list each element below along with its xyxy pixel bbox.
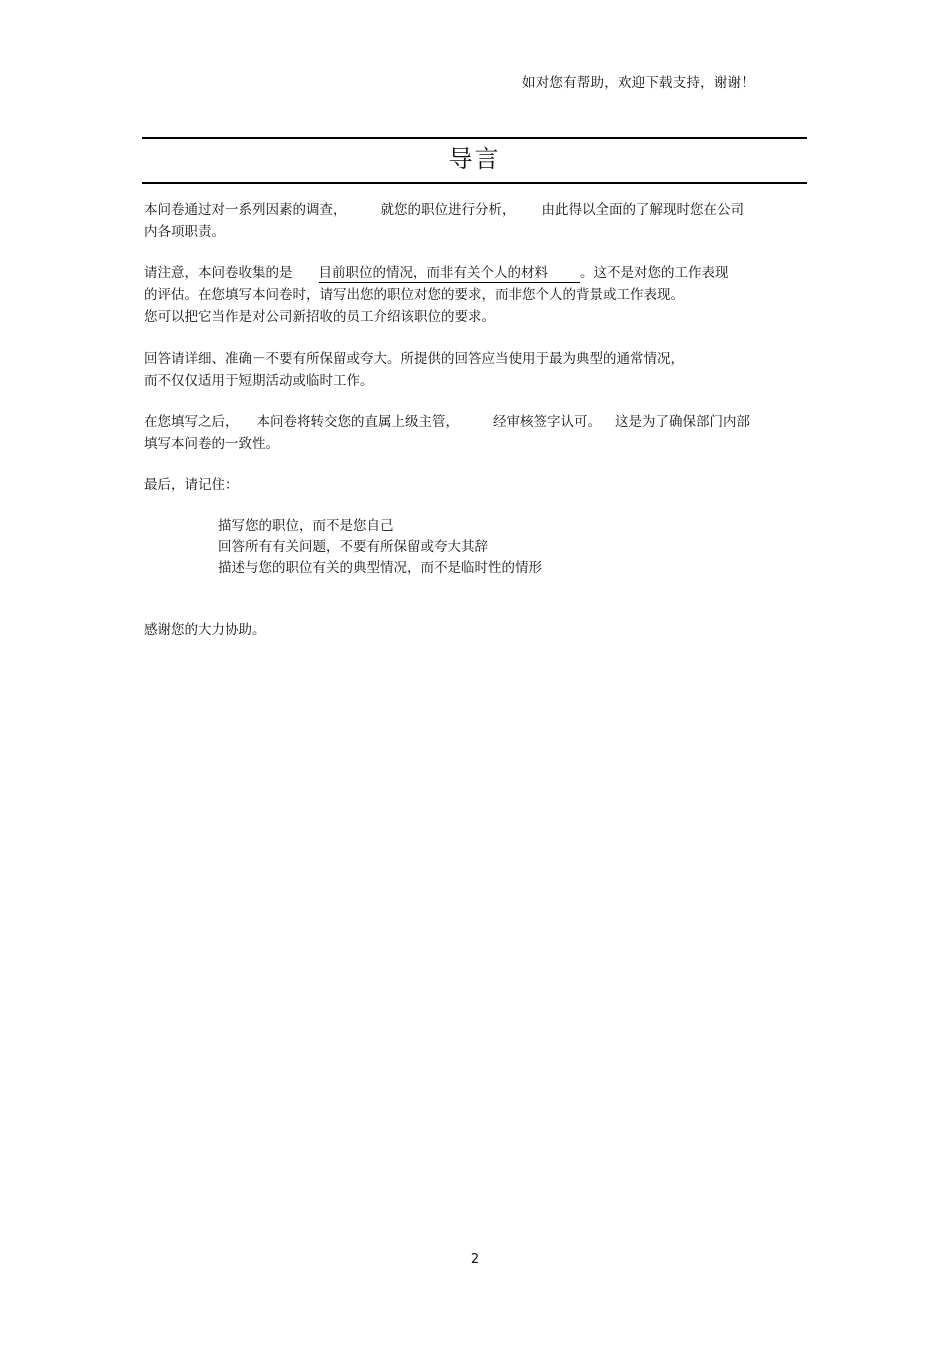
paragraph-line: 最后，请记住： [144,477,239,493]
page-title: 导言 [448,145,501,173]
paragraph-line [144,411,804,433]
paragraph-review [144,411,804,455]
text-segment: 。这不是对您的工作表现 [580,265,729,281]
list-item: 描写您的职位，而不是您自己 [218,518,394,534]
paragraph-line: 内各项职责。 [144,224,225,240]
paragraph-accuracy [144,348,804,392]
paragraph-line: 的评估。在您填写本问卷时，请写出您的职位对您的要求，而非您个人的背景或工作表现。 [144,287,684,303]
paragraph-remember [144,474,804,496]
underlined-phrase: 目前职位的情况，而非有关个人的材料 [319,264,581,283]
paragraph-line [144,199,804,221]
text-segment: 在您填写之后， [144,414,239,430]
text-segment: 经审核签字认可。 [493,414,601,430]
page-number: 2 [470,1252,480,1267]
paragraph-line: 您可以把它当作是对公司新招收的员工介绍该职位的要求。 [144,309,495,325]
text-segment: 这是为了确保部门内部 [615,414,750,430]
text-segment: 本问卷将转交您的直属上级主管， [256,414,459,430]
reminder-list [218,516,542,579]
list-item: 回答所有有关问题，不要有所保留或夸大其辞 [218,539,488,555]
list-item: 描述与您的职位有关的典型情况，而不是临时性的情形 [218,560,542,576]
paragraph-notice [144,262,804,328]
header-note: 如对您有帮助，欢迎下载支持，谢谢！ [522,75,755,91]
paragraph-line: 而不仅仅适用于短期活动或临时工作。 [144,373,374,389]
text-segment: 由此得以全面的了解现时您在公司 [541,202,744,218]
text-segment: 本问卷通过对一系列因素的调查， [144,202,347,218]
paragraph-line: 感谢您的大力协助。 [144,622,266,638]
paragraph-line: 回答请详细、准确－不要有所保留或夸大。所提供的回答应当使用于最为典型的通常情况， [144,351,684,367]
paragraph-line [144,262,804,284]
text-segment: 就您的职位进行分析， [380,202,516,218]
text-segment: 请注意，本问卷收集的是 [144,265,293,281]
paragraph-closing [144,619,804,641]
paragraph-purpose [144,199,804,243]
title-block [142,137,807,184]
paragraph-line: 填写本问卷的一致性。 [144,436,279,452]
